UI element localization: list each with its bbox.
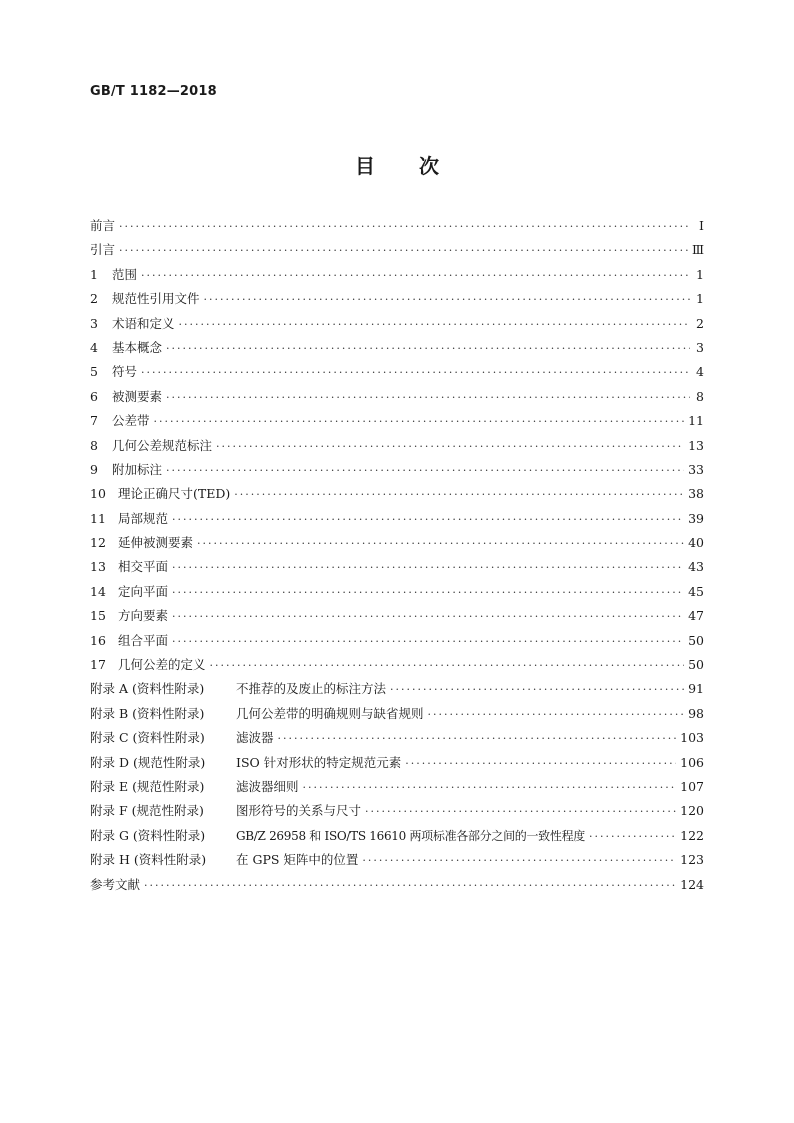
toc-section-title: 附加标注 xyxy=(112,461,163,477)
toc-entry-title xyxy=(90,312,175,336)
toc-entry-title xyxy=(90,507,168,531)
toc-page-number: 2 xyxy=(696,315,704,331)
toc-section-number: 15 xyxy=(90,608,106,624)
leader-dots xyxy=(210,654,685,678)
leader-dots xyxy=(119,239,688,263)
toc-page-number: 107 xyxy=(680,778,704,794)
leader-dots xyxy=(119,215,690,239)
toc-section-title: 术语和定义 xyxy=(112,315,175,331)
leader-dots xyxy=(216,435,684,459)
title-char-2: 次 xyxy=(419,154,439,178)
toc-row-16[interactable] xyxy=(90,629,704,653)
toc-annex-title: ISO 针对形状的特定规范元素 xyxy=(236,754,402,770)
toc-annex-title: GB/Z 26958 和 ISO/TS 16610 两项标准各部分之间的一致性程度 xyxy=(236,828,585,843)
toc-entry-title xyxy=(90,482,230,506)
toc-section-number: 1 xyxy=(90,266,98,282)
toc-section-title: 符号 xyxy=(112,364,138,380)
page-title xyxy=(0,150,794,179)
toc-page-number: 106 xyxy=(680,754,704,770)
toc-section-number: 4 xyxy=(90,339,98,355)
toc-page-number: 33 xyxy=(688,461,704,477)
toc-section-number: 9 xyxy=(90,461,98,477)
toc-row-annex-b[interactable] xyxy=(90,702,704,726)
toc-entry-title xyxy=(90,409,150,433)
toc-section-title: 几何公差规范标注 xyxy=(112,437,213,453)
toc-row-annex-e[interactable] xyxy=(90,775,704,799)
toc-annex-label: 附录 F (规范性附录) xyxy=(90,803,204,819)
toc-page-number: 91 xyxy=(688,681,704,697)
toc-annex-label: 附录 E (规范性附录) xyxy=(90,778,205,794)
toc-section-title: 相交平面 xyxy=(118,559,169,575)
toc-entry-title xyxy=(90,824,585,848)
toc-page-number: 39 xyxy=(688,510,704,526)
toc-section-title: 理论正确尺寸(TED) xyxy=(118,486,231,502)
leader-dots xyxy=(166,337,690,361)
toc-row-3[interactable] xyxy=(90,312,704,336)
title-char-1: 目 xyxy=(355,154,375,178)
leader-dots xyxy=(172,630,684,654)
toc-page-number: 98 xyxy=(688,705,704,721)
leader-dots xyxy=(179,313,690,337)
toc-row-10[interactable] xyxy=(90,482,704,506)
leader-dots xyxy=(405,752,676,776)
toc-section-number: 10 xyxy=(90,486,106,502)
toc-section-number: 7 xyxy=(90,413,98,429)
toc-section-number: 17 xyxy=(90,657,106,673)
toc-row-foreword[interactable] xyxy=(90,214,704,238)
toc-page-number: 124 xyxy=(680,876,704,892)
toc-section-number: 3 xyxy=(90,315,98,331)
leader-dots xyxy=(365,800,676,824)
leader-dots xyxy=(362,849,676,873)
toc-section-title: 组合平面 xyxy=(118,632,169,648)
toc-page-number: 47 xyxy=(688,608,704,624)
toc-row-annex-f[interactable] xyxy=(90,799,704,823)
table-of-contents xyxy=(90,214,704,897)
toc-page-number: 43 xyxy=(688,559,704,575)
leader-dots xyxy=(172,556,684,580)
leader-dots xyxy=(172,605,684,629)
toc-page-number: 40 xyxy=(688,535,704,551)
leader-dots xyxy=(589,825,676,849)
leader-dots xyxy=(234,483,684,507)
toc-annex-label: 附录 D (规范性附录) xyxy=(90,754,206,770)
toc-page-number: 1 xyxy=(696,291,704,307)
standard-code: GB/T 1182—2018 xyxy=(90,84,217,99)
toc-entry-title xyxy=(90,848,358,872)
toc-entry-title xyxy=(90,580,168,604)
toc-entry-title xyxy=(90,555,168,579)
toc-row-9[interactable] xyxy=(90,458,704,482)
toc-section-title: 延伸被测要素 xyxy=(118,535,194,551)
toc-entry-title xyxy=(90,263,137,287)
toc-row-introduction[interactable] xyxy=(90,238,704,262)
toc-page-number: 1 xyxy=(696,266,704,282)
leader-dots xyxy=(154,410,685,434)
toc-entry-title xyxy=(90,434,212,458)
toc-page-number: Ⅰ xyxy=(699,218,704,233)
toc-entry-title: 前言 xyxy=(90,218,116,233)
toc-section-number: 16 xyxy=(90,632,106,648)
toc-section-title: 基本概念 xyxy=(112,339,163,355)
toc-annex-title: 滤波器细则 xyxy=(236,778,299,794)
toc-row-annex-a[interactable] xyxy=(90,677,704,701)
toc-row-12[interactable] xyxy=(90,531,704,555)
toc-page-number: Ⅲ xyxy=(691,242,704,258)
toc-row-17[interactable] xyxy=(90,653,704,677)
toc-section-number: 11 xyxy=(90,510,106,526)
toc-row-5[interactable] xyxy=(90,360,704,384)
leader-dots xyxy=(197,532,684,556)
toc-page-number: 122 xyxy=(680,827,704,843)
leader-dots xyxy=(166,459,684,483)
toc-row-8[interactable] xyxy=(90,434,704,458)
toc-entry-title xyxy=(90,726,274,750)
leader-dots xyxy=(303,776,677,800)
toc-row-annex-g[interactable] xyxy=(90,824,704,848)
toc-section-number: 8 xyxy=(90,437,98,453)
toc-annex-label: 附录 B (资料性附录) xyxy=(90,705,205,721)
toc-entry-title xyxy=(90,360,137,384)
toc-section-number: 5 xyxy=(90,364,98,380)
toc-row-15[interactable] xyxy=(90,604,704,628)
toc-section-number: 13 xyxy=(90,559,106,575)
leader-dots xyxy=(141,264,690,288)
toc-page-number: 120 xyxy=(680,803,704,819)
toc-entry-title xyxy=(90,287,200,311)
leader-dots xyxy=(278,727,677,751)
toc-entry-title xyxy=(90,799,361,823)
toc-page-number: 13 xyxy=(688,437,704,453)
toc-page-number: 38 xyxy=(688,486,704,502)
toc-section-title: 方向要素 xyxy=(118,608,169,624)
toc-row-14[interactable] xyxy=(90,580,704,604)
leader-dots xyxy=(172,508,684,532)
toc-entry-title xyxy=(90,702,424,726)
toc-page-number: 123 xyxy=(680,852,704,868)
leader-dots xyxy=(166,386,690,410)
toc-annex-title: 在 GPS 矩阵中的位置 xyxy=(236,852,359,868)
toc-page-number: 3 xyxy=(696,339,704,355)
toc-entry-title xyxy=(90,385,162,409)
toc-section-title: 规范性引用文件 xyxy=(112,291,200,307)
toc-section-title: 被测要素 xyxy=(112,388,163,404)
toc-section-title: 定向平面 xyxy=(118,583,169,599)
toc-row-4[interactable] xyxy=(90,336,704,360)
toc-entry-title xyxy=(90,629,168,653)
toc-entry-title xyxy=(90,677,386,701)
toc-row-6[interactable] xyxy=(90,385,704,409)
toc-page-number: 4 xyxy=(696,364,704,380)
leader-dots xyxy=(390,678,684,702)
toc-annex-label: 附录 C (资料性附录) xyxy=(90,730,205,746)
toc-entry-title: 引言 xyxy=(90,242,116,258)
toc-section-title: 局部规范 xyxy=(118,510,169,526)
toc-annex-label: 附录 H (资料性附录) xyxy=(90,852,207,868)
toc-page-number: 103 xyxy=(680,730,704,746)
toc-entry-title xyxy=(90,751,401,775)
toc-section-title: 范围 xyxy=(112,266,138,282)
toc-section-number: 6 xyxy=(90,388,98,404)
leader-dots xyxy=(172,581,684,605)
leader-dots xyxy=(204,288,690,312)
toc-entry-title xyxy=(90,653,206,677)
toc-page-number: 50 xyxy=(688,632,704,648)
toc-annex-label: 附录 G (资料性附录) xyxy=(90,827,206,843)
toc-entry-title xyxy=(90,604,168,628)
toc-entry-title xyxy=(90,775,299,799)
toc-row-bibliography[interactable] xyxy=(90,873,704,897)
toc-row-1[interactable] xyxy=(90,263,704,287)
leader-dots xyxy=(428,703,685,727)
toc-row-annex-d[interactable] xyxy=(90,751,704,775)
leader-dots xyxy=(144,874,676,898)
toc-section-number: 14 xyxy=(90,583,106,599)
toc-annex-title: 不推荐的及废止的标注方法 xyxy=(236,681,387,697)
leader-dots xyxy=(141,361,690,385)
toc-page-number: 45 xyxy=(688,583,704,599)
toc-entry-title xyxy=(90,458,162,482)
toc-annex-label: 附录 A (资料性附录) xyxy=(90,681,205,697)
toc-annex-title: 几何公差带的明确规则与缺省规则 xyxy=(236,705,424,721)
toc-row-11[interactable] xyxy=(90,507,704,531)
toc-row-2[interactable] xyxy=(90,287,704,311)
toc-section-title: 几何公差的定义 xyxy=(118,657,206,673)
toc-row-annex-c[interactable] xyxy=(90,726,704,750)
toc-annex-title: 图形符号的关系与尺寸 xyxy=(236,803,362,819)
toc-section-title: 公差带 xyxy=(112,413,150,429)
toc-entry-title xyxy=(90,336,162,360)
toc-row-13[interactable] xyxy=(90,555,704,579)
toc-section-number: 12 xyxy=(90,535,106,551)
toc-section-number: 2 xyxy=(90,291,98,307)
toc-page-number: 11 xyxy=(688,413,704,429)
toc-row-7[interactable] xyxy=(90,409,704,433)
toc-annex-title: 滤波器 xyxy=(236,730,274,746)
toc-row-annex-h[interactable] xyxy=(90,848,704,872)
toc-page-number: 8 xyxy=(696,388,704,404)
toc-entry-title: 参考文献 xyxy=(90,876,141,892)
toc-entry-title xyxy=(90,531,193,555)
toc-page-number: 50 xyxy=(688,657,704,673)
